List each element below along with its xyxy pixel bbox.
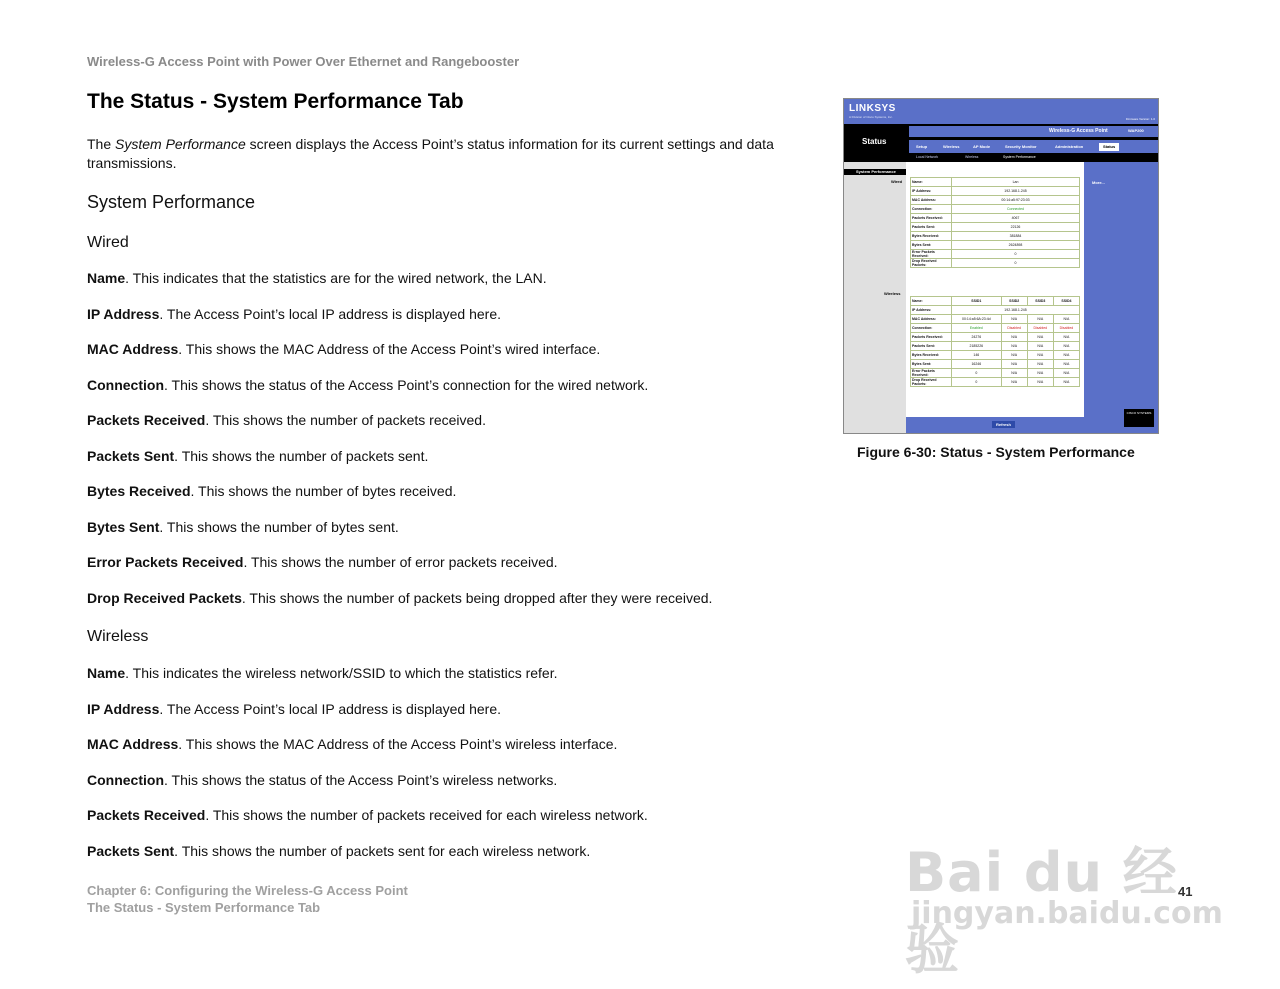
table-row bbox=[911, 214, 1080, 223]
wired-definition-item bbox=[87, 483, 456, 499]
running-header: Wireless-G Access Point with Power Over Ethernet and Rangebooster bbox=[87, 54, 520, 69]
table-cell: N/A bbox=[1053, 369, 1079, 378]
table-row-label: IP Address: bbox=[911, 306, 952, 315]
table-row-label: Packets Sent: bbox=[911, 223, 952, 232]
wired-definition-item bbox=[87, 412, 486, 428]
wired-definition-description: . This shows the number of bytes received. bbox=[190, 483, 457, 499]
wired-heading: Wired bbox=[87, 234, 129, 251]
table-row bbox=[911, 232, 1080, 241]
figure-wired-table bbox=[910, 177, 1080, 268]
wired-definition-item bbox=[87, 554, 558, 570]
figure-left-panel bbox=[844, 162, 906, 433]
table-cell: 22126 bbox=[952, 223, 1080, 232]
wired-definition-term: Packets Sent bbox=[87, 447, 175, 464]
product-bar bbox=[909, 126, 1158, 137]
figure-tab-security-monitor[interactable]: Security Monitor bbox=[1005, 144, 1037, 149]
table-cell: 4067 bbox=[952, 214, 1080, 223]
table-cell: N/A bbox=[1001, 351, 1027, 360]
table-cell: 192.168.1.245 bbox=[952, 306, 1080, 315]
wired-definition-term: MAC Address bbox=[87, 341, 179, 357]
table-cell: 24276 bbox=[952, 333, 1002, 342]
firmware-version: Firmware Version: 1.0 bbox=[1125, 117, 1155, 121]
status-screenshot-figure bbox=[843, 98, 1159, 434]
figure-tab-wireless[interactable]: Wireless bbox=[943, 144, 960, 149]
table-row bbox=[911, 360, 1080, 369]
table-cell: N/A bbox=[1001, 369, 1027, 378]
wired-definition-description: . This shows the number of error packets received. bbox=[243, 554, 558, 570]
table-row bbox=[911, 378, 1080, 387]
table-cell: 0 bbox=[952, 378, 1002, 387]
wireless-definition-description: . This shows the number of packets received for each wireless network. bbox=[205, 807, 648, 823]
table-cell: N/A bbox=[1053, 342, 1079, 351]
figure-tab-status[interactable]: Status bbox=[1099, 143, 1119, 151]
table-cell: 2185226 bbox=[952, 342, 1002, 351]
wireless-definition-item bbox=[87, 736, 617, 752]
model-name: WAP200 bbox=[1128, 128, 1144, 133]
table-row bbox=[911, 250, 1080, 259]
watermark-logo-text: Bai du 经验 bbox=[905, 841, 1178, 981]
table-row-label: Connection: bbox=[911, 324, 952, 333]
footer-section: The Status - System Performance Tab bbox=[87, 900, 321, 915]
page-number: 41 bbox=[1178, 884, 1193, 899]
table-cell: Lan bbox=[952, 178, 1080, 187]
table-cell: Disabled bbox=[1001, 324, 1027, 333]
table-row-label: Drop Received Packets: bbox=[911, 378, 952, 387]
wireless-definition-description: . This shows the number of packets sent for each wireless network. bbox=[174, 842, 591, 859]
figure-tab-ap-mode[interactable]: AP Mode bbox=[973, 144, 991, 149]
table-row-label: IP Address: bbox=[911, 187, 952, 196]
wireless-definition-term: Connection bbox=[87, 771, 164, 788]
table-row-label: Bytes Received: bbox=[911, 351, 952, 360]
table-row bbox=[911, 259, 1080, 268]
wired-definition-term: Connection bbox=[87, 376, 164, 393]
figure-wireless-label: Wireless bbox=[884, 291, 901, 296]
wireless-heading: Wireless bbox=[87, 628, 149, 645]
wired-definition-description: . This shows the MAC Address of the Access Point’s wired interface. bbox=[178, 341, 601, 357]
table-row bbox=[911, 315, 1080, 324]
table-cell: N/A bbox=[1027, 360, 1053, 369]
table-cell: 381884 bbox=[952, 232, 1080, 241]
table-row bbox=[911, 178, 1080, 187]
table-row bbox=[911, 187, 1080, 196]
table-cell: Connected bbox=[952, 205, 1080, 214]
table-row bbox=[911, 369, 1080, 378]
cisco-logo: CISCO SYSTEMS bbox=[1124, 409, 1154, 427]
wired-definition-term: Error Packets Received bbox=[87, 554, 244, 570]
table-row-label: Drop Received Packets: bbox=[911, 259, 952, 268]
page-title: The Status - System Performance Tab bbox=[87, 90, 464, 113]
table-cell: N/A bbox=[1027, 378, 1053, 387]
table-cell: 0 bbox=[952, 259, 1080, 268]
table-cell: 0 bbox=[952, 369, 1002, 378]
intro-before: The bbox=[87, 136, 116, 152]
wired-definition-term: Packets Received bbox=[87, 412, 206, 428]
table-row-label: Bytes Sent: bbox=[911, 360, 952, 369]
figure-section-label: Status bbox=[862, 137, 887, 146]
table-cell: 192.168.1.245 bbox=[952, 187, 1080, 196]
product-name: Wireless-G Access Point bbox=[1049, 128, 1108, 134]
wired-definition-description: . This shows the number of bytes sent. bbox=[159, 518, 399, 535]
wireless-definition-item bbox=[87, 772, 557, 788]
intro-paragraph bbox=[87, 135, 787, 173]
baidu-watermark bbox=[905, 800, 1223, 981]
table-header-cell: SSID3 bbox=[1027, 297, 1053, 306]
table-cell: N/A bbox=[1053, 360, 1079, 369]
wired-definition-term: Bytes Received bbox=[87, 483, 191, 499]
figure-wired-label: Wired bbox=[891, 179, 903, 184]
table-row bbox=[911, 241, 1080, 250]
table-cell: 00:14:a5:97:23:03 bbox=[952, 196, 1080, 205]
wired-definition-description: . The Access Point’s local IP address is displayed here. bbox=[159, 305, 502, 322]
table-header-cell: SSID1 bbox=[952, 297, 1002, 306]
table-row-label: Error Packets Received: bbox=[911, 369, 952, 378]
wired-definition-item bbox=[87, 341, 600, 357]
intro-italic: System Performance bbox=[115, 136, 246, 152]
logo-subtitle: A Division of Cisco Systems, Inc. bbox=[849, 115, 893, 119]
wired-definition-item bbox=[87, 448, 428, 464]
table-header-cell: SSID2 bbox=[1001, 297, 1027, 306]
figure-left-heading: System Performance bbox=[844, 169, 906, 175]
table-row bbox=[911, 342, 1080, 351]
footer bbox=[87, 882, 408, 916]
table-row-label: Packets Received: bbox=[911, 333, 952, 342]
wired-definition-term: Bytes Sent bbox=[87, 518, 160, 535]
wireless-definition-description: . This shows the MAC Address of the Access Point’s wireless interface. bbox=[178, 736, 618, 752]
table-cell: 16246 bbox=[952, 360, 1002, 369]
table-row bbox=[911, 351, 1080, 360]
wireless-definition-term: Name bbox=[87, 665, 126, 681]
table-cell: N/A bbox=[1001, 315, 1027, 324]
table-row bbox=[911, 205, 1080, 214]
wireless-definition-description: . The Access Point’s local IP address is displayed here. bbox=[159, 700, 502, 717]
table-row bbox=[911, 306, 1080, 315]
table-cell: Enabled bbox=[952, 324, 1002, 333]
table-row-label: Error Packets Received: bbox=[911, 250, 952, 259]
intro-after: screen displays the Access Point’s status information for its current settings and data transmissions. bbox=[87, 136, 774, 171]
wired-definition-description: . This shows the number of packets being dropped after they were received. bbox=[241, 589, 713, 606]
wired-definition-item bbox=[87, 270, 547, 286]
table-row bbox=[911, 324, 1080, 333]
figure-tab-administration[interactable]: Administration bbox=[1055, 144, 1084, 149]
table-cell: N/A bbox=[1053, 351, 1079, 360]
table-row-label: Connection: bbox=[911, 205, 952, 214]
table-row-label: MAC Address: bbox=[911, 196, 952, 205]
table-row bbox=[911, 223, 1080, 232]
linksys-logo: LINKSYS bbox=[849, 103, 896, 114]
wired-definition-description: . This shows the number of packets received. bbox=[205, 412, 486, 428]
wired-definition-term: Drop Received Packets bbox=[87, 589, 242, 606]
table-row-label: Packets Sent: bbox=[911, 342, 952, 351]
table-cell: N/A bbox=[1053, 315, 1079, 324]
section-title: System Performance bbox=[87, 192, 256, 212]
wired-definition-description: . This shows the status of the Access Point’s connection for the wired network. bbox=[164, 376, 649, 393]
table-header-cell: SSID4 bbox=[1053, 297, 1079, 306]
table-row-label: MAC Address: bbox=[911, 315, 952, 324]
table-cell: 00:14:a5:6A:23:4d bbox=[952, 315, 1002, 324]
wireless-definition-item bbox=[87, 701, 501, 717]
table-cell: N/A bbox=[1001, 378, 1027, 387]
table-cell: N/A bbox=[1027, 351, 1053, 360]
table-cell: N/A bbox=[1053, 378, 1079, 387]
wired-definition-item bbox=[87, 306, 501, 322]
figure-tab-setup[interactable]: Setup bbox=[916, 144, 928, 149]
wireless-definition-term: Packets Received bbox=[87, 807, 206, 823]
table-cell: 0 bbox=[952, 250, 1080, 259]
table-header-cell: Name: bbox=[911, 297, 952, 306]
wired-definition-item bbox=[87, 590, 712, 606]
figure-subtab-system-performance[interactable]: System Performance bbox=[1003, 155, 1036, 159]
table-row-label: Bytes Received: bbox=[911, 232, 952, 241]
table-cell: N/A bbox=[1001, 360, 1027, 369]
wired-definition-term: Name bbox=[87, 270, 126, 286]
table-cell: N/A bbox=[1027, 315, 1053, 324]
figure-right-panel bbox=[1084, 162, 1158, 433]
figure-wireless-table bbox=[910, 296, 1080, 387]
table-cell: N/A bbox=[1001, 333, 1027, 342]
figure-caption: Figure 6-30: Status - System Performance bbox=[857, 444, 1135, 460]
figure-more-link[interactable]: More... bbox=[1092, 180, 1105, 185]
wired-definition-term: IP Address bbox=[87, 305, 160, 322]
refresh-button[interactable]: Refresh bbox=[992, 421, 1015, 428]
watermark-url: jingyan.baidu.com bbox=[911, 896, 1223, 931]
table-cell: N/A bbox=[1027, 342, 1053, 351]
wired-definition-description: . This shows the number of packets sent. bbox=[174, 447, 429, 464]
table-row-label: Bytes Sent: bbox=[911, 241, 952, 250]
table-cell: Disabled bbox=[1053, 324, 1079, 333]
table-row bbox=[911, 333, 1080, 342]
table-cell: 146 bbox=[952, 351, 1002, 360]
figure-subtab-local-network[interactable]: Local Network bbox=[916, 155, 939, 159]
table-cell: N/A bbox=[1053, 333, 1079, 342]
table-header-row bbox=[911, 297, 1080, 306]
wireless-definition-item bbox=[87, 807, 648, 823]
wireless-definition-term: Packets Sent bbox=[87, 842, 175, 859]
footer-chapter: Chapter 6: Configuring the Wireless-G Access Point bbox=[87, 883, 408, 898]
table-cell: N/A bbox=[1027, 369, 1053, 378]
table-row bbox=[911, 196, 1080, 205]
wireless-definition-description: . This shows the status of the Access Point’s wireless networks. bbox=[164, 771, 558, 788]
figure-subtab-wireless[interactable]: Wireless bbox=[965, 155, 979, 159]
table-cell: N/A bbox=[1027, 333, 1053, 342]
wireless-definition-item bbox=[87, 665, 558, 681]
wireless-definition-term: IP Address bbox=[87, 700, 160, 717]
wired-definition-item bbox=[87, 377, 648, 393]
table-row-label: Packets Received: bbox=[911, 214, 952, 223]
wireless-definition-item bbox=[87, 843, 590, 859]
table-row-label: Name: bbox=[911, 178, 952, 187]
wireless-definition-description: . This indicates the wireless network/SSID to which the statistics refer. bbox=[125, 665, 558, 681]
table-cell: N/A bbox=[1001, 342, 1027, 351]
table-cell: Disabled bbox=[1027, 324, 1053, 333]
wireless-definition-term: MAC Address bbox=[87, 736, 179, 752]
table-cell: 2624898 bbox=[952, 241, 1080, 250]
wired-definition-description: . This indicates that the statistics are for the wired network, the LAN. bbox=[125, 270, 547, 286]
wired-definition-item bbox=[87, 519, 399, 535]
